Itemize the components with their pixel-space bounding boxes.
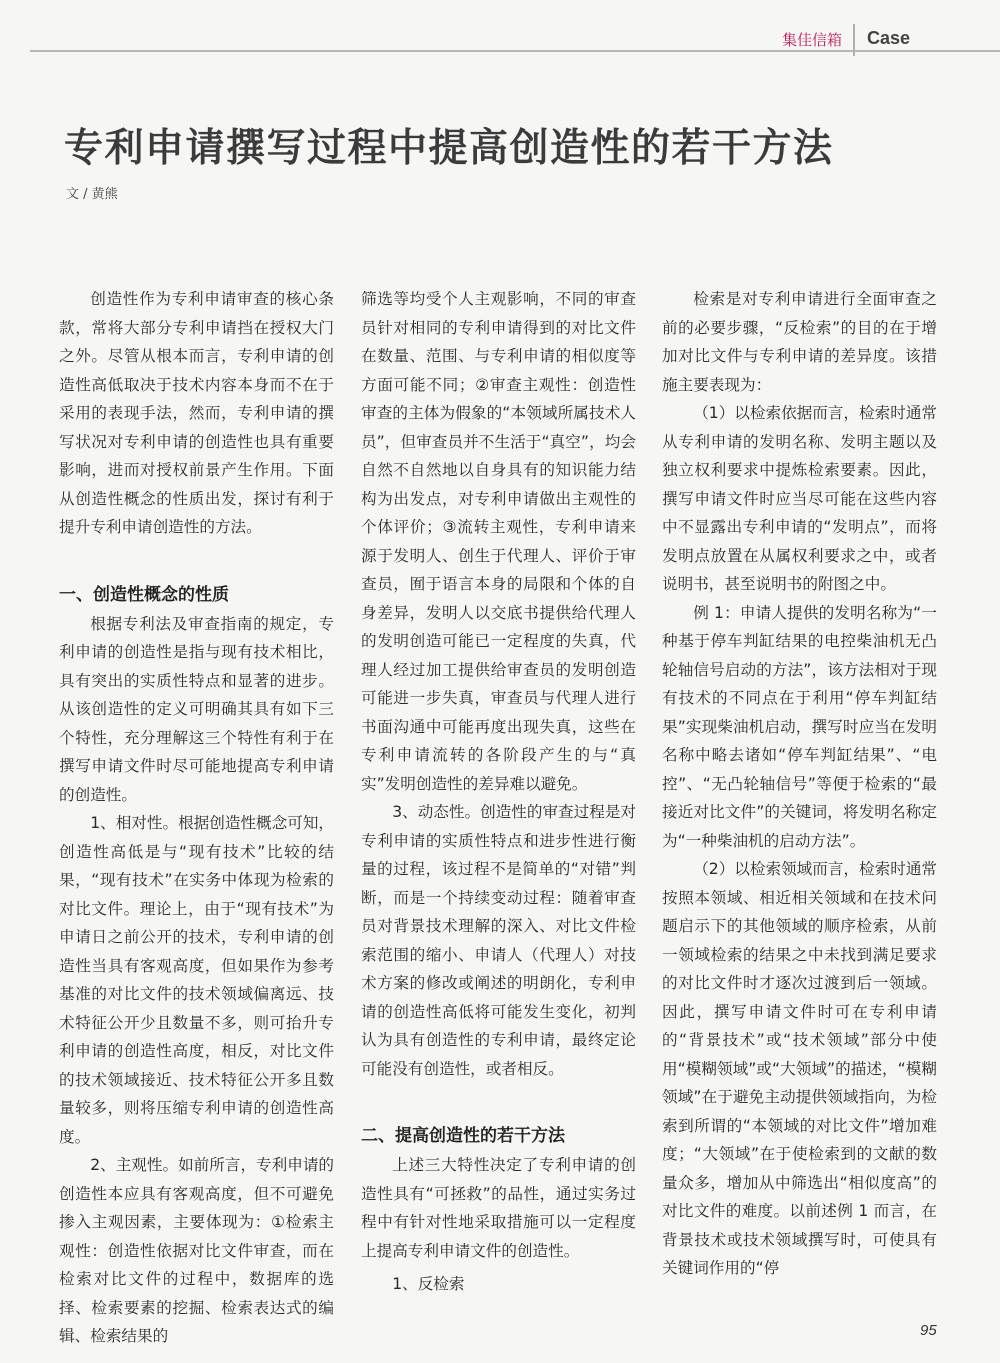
page-number: 95 xyxy=(920,1322,937,1339)
paragraph: 2、主观性。如前所言，专利申请的创造性本应具有客观高度，但不可避免掺入主观因素，主要体现为：①检索主观性：创造性依据对比文件审查，而在检索对比文件的过程中，数据库的选择、检索要素的挖掘、检索表达式的编辑、检索结果的 xyxy=(59,1156,335,1345)
text-column-2 xyxy=(361,285,636,1299)
paragraph: 筛选等均受个人主观影响，不同的审查员针对相同的专利申请得到的对比文件在数量、范围、与专利申请的相似度等方面可能不同；②审查主观性：创造性审查的主体为假象的“本领域所属技术人员”，但审查员并不生活于“真空”，均会自然不自然地以自身具有的知识能力结构为出发点，对专利申请做出主观性的个体评价；③流转主观性，专利申请来源于发明人、创生于代理人、评价于审查员，囿于语言本身的局限和个体的自身差异，发明人以交底书提供给代理人的发明创造可能已一定程度的失真，代理人经过加工提供给审查员的发明创造可能进一步失真，审查员与代理人进行书面沟通中可能再度出现失真，这些在专利申请流转的各阶段产生的与“真实”发明创造性的差异难以避免。 xyxy=(361,290,636,793)
paragraph: 3、动态性。创造性的审查过程是对专利申请的实质性特点和进步性进行衡量的过程，该过程不是简单的“对错”判断，而是一个持续变动过程：随着审查员对背景技术理解的深入、对比文件检索范围的缩小、申请人（代理人）对技术方案的修改或阐述的明朗化，专利申请的创造性高低将可能发生变化，初判认为具有创造性的专利申请，最终定论可能没有创造性，或者相反。 xyxy=(361,803,637,1078)
header-divider xyxy=(853,24,855,56)
paragraph: （2）以检索领域而言，检索时通常按照本领域、相近相关领域和在技术问题启示下的其他领域的顺序检索，从前一领域检索的结果之中未找到满足要求的对比文件时才逐次过渡到后一领域。因此，撰写申请文件时可在专利申请的“背景技术”或“技术领域”部分中使用“模糊领域”或“大领域”的描述，“模糊领域”在于避免主动提供领域指向，为检索到所谓的“本领域的对比文件”增加难度；“大领域”在于使检索到的文献的数量众多，增加从中筛选出“相似度高”的对比文件的难度。以前述例 1 而言，在背景技术或技术领域撰写时，可使具有关键词作用的“停 xyxy=(662,860,938,1277)
paragraph: 创造性作为专利申请审查的核心条款，常将大部分专利申请挡在授权大门之外。尽管从根本而言，专利申请的创造性高低取决于技术内容本身而不在于采用的表现手法，然而，专利申请的撰写状况对专利申请的创造性也具有重要影响，进而对授权前景产生作用。下面从创造性概念的性质出发，探讨有利于提升专利申请创造性的方法。 xyxy=(59,290,334,536)
article-byline: 文 / 黄熊 xyxy=(66,187,118,202)
paragraph: 例 1：申请人提供的发明名称为“一种基于停车判缸结果的电控柴油机无凸轮轴信号启动的方法”，该方法相对于现有技术的不同点在于利用“停车判缸结果”实现柴油机启动，撰写时应当在发明名称中略去诸如“停车判缸结果”、“电控”、“无凸轮轴信号”等便于检索的“最接近对比文件”的关键词，将发明名称定为“一种柴油机的启动方法”。 xyxy=(662,603,937,850)
header-case-label: Case xyxy=(866,28,910,48)
paragraph: 1、相对性。根据创造性概念可知，创造性高低是与“现有技术”比较的结果，“现有技术”在实务中体现为检索的对比文件。理论上，由于“现有技术”为申请日之前公开的技术，专利申请的创造性当具有客观高度，但如果作为参考基准的对比文件的技术领域偏离远、技术特征公开少且数量不多，则可抬升专利申请的创造性高度，相反，对比文件的技术领域接近、技术特征公开多且数量较多，则将压缩专利申请的创造性高度。 xyxy=(59,814,335,1146)
subsection-heading: 1、反检索 xyxy=(392,1275,465,1293)
text-column-1 xyxy=(59,285,334,1351)
header-section-label: 集佳信箱 xyxy=(781,31,842,49)
paragraph: 检索是对专利申请进行全面审查之前的必要步骤，“反检索”的目的在于增加对比文件与专利申请的差异度。该措施主要表现为： xyxy=(662,290,937,394)
article-title: 专利申请撰写过程中提高创造性的若干方法 xyxy=(64,126,834,171)
section-heading: 二、提高创造性的若干方法 xyxy=(361,1126,565,1146)
text-column-3 xyxy=(662,285,937,1283)
paragraph: 根据专利法及审查指南的规定，专利申请的创造性是指与现有技术相比，具有突出的实质性特点和显著的进步。从该创造性的定义可明确其具有如下三个特性，充分理解这三个特性有利于在撰写申请文件时尽可能地提高专利申请的创造性。 xyxy=(59,614,334,804)
paragraph: 上述三大特性决定了专利申请的创造性具有“可拯救”的品性，通过实务过程中有针对性地采取措施可以一定程度上提高专利申请文件的创造性。 xyxy=(361,1156,636,1260)
paragraph: （1）以检索依据而言，检索时通常从专利申请的发明名称、发明主题以及独立权利要求中提炼检索要素。因此，撰写申请文件时应当尽可能在这些内容中不显露出专利申请的“发明点”，而将发明点放置在从属权利要求之中，或者说明书，甚至说明书的附图之中。 xyxy=(662,404,938,593)
section-heading: 一、创造性概念的性质 xyxy=(59,584,229,605)
